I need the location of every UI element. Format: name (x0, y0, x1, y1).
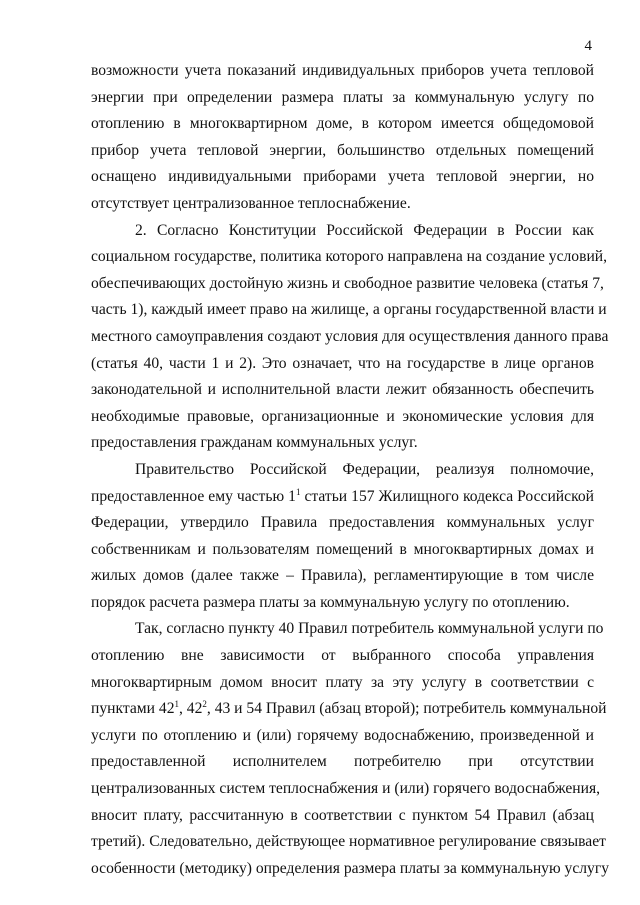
text-line (91, 696, 607, 723)
text-line: энергии при определении размера платы за коммунальную услугу по (91, 88, 594, 106)
text-line: отсутствует централизованное теплоснабжение. (91, 194, 411, 212)
text-line: третий). Следовательно, действующее нормативное регулирование связывает (91, 833, 606, 851)
paragraph-4 (91, 616, 610, 882)
text-line: местного самоуправления создают условия для осуществления данного права (91, 327, 609, 345)
text-line: вносит плату, рассчитанную в соответствии с пунктом 54 Правил (абзац (91, 806, 594, 824)
paragraph-1 (91, 58, 594, 218)
text-line: оснащено индивидуальными приборами учета тепловой энергии, но (91, 168, 594, 186)
text-line: Федерации, утвердило Правила предоставления коммунальных услуг (91, 514, 594, 532)
text-line: возможности учета показаний индивидуальных приборов учета тепловой (91, 62, 594, 79)
text-line: обеспечивающих достойную жизнь и свободное развитие человека (статья 7, (91, 274, 604, 292)
text-line: особенности (методику) определения размера платы за коммунальную услугу (91, 859, 610, 877)
text-line: необходимые правовые, организационные и экономические условия для (91, 407, 594, 425)
text-line: 2. Согласно Конституции Российской Федерации в России как (135, 221, 594, 239)
paragraph-2 (91, 218, 609, 457)
text-fragment: , 43 и 54 Правил (абзац второй); потребитель коммунальной (206, 700, 607, 718)
text-line (91, 484, 594, 511)
superscript: 1 (295, 486, 301, 497)
superscript: 1 (174, 699, 179, 710)
text-line: отоплению вне зависимости от выбранного способа управления (91, 647, 594, 665)
text-line: отоплению в многоквартирном доме, в котором имеется общедомовой (91, 115, 594, 133)
text-line: централизованных систем теплоснабжения и (или) горячего водоснабжения, (91, 780, 601, 798)
document-body (91, 58, 610, 882)
text-line: прибор учета тепловой энергии, большинство отдельных помещений (91, 141, 594, 159)
text-line: порядок расчета размера платы за коммунальную услугу по отоплению. (91, 593, 570, 611)
text-line: законодательной и исполнительной власти лежит обязанность обеспечить (91, 381, 594, 399)
text-line: (статья 40, части 1 и 2). Это означает, что на государстве в лице органов (91, 354, 594, 372)
text-line: Правительство Российской Федерации, реализуя полномочие, (135, 460, 594, 478)
text-line: жилых домов (далее также – Правила), регламентирующие в том числе (91, 567, 594, 585)
text-line: Так, согласно пункту 40 Правил потребитель коммунальной услуги по (135, 620, 604, 638)
text-line: часть 1), каждый имеет право на жилище, а органы государственной власти и (91, 301, 607, 319)
text-fragment: , 42 (179, 700, 203, 718)
text-fragment: пунктами 42 (91, 700, 175, 718)
text-fragment: статьи 157 Жилищного кодекса Российской (304, 487, 594, 505)
paragraph-3 (91, 457, 594, 617)
text-fragment: предоставленное ему частью 1 (91, 487, 296, 505)
text-line: предоставленной исполнителем потребителю при отсутствии (91, 753, 594, 771)
text-line: многоквартирным домом вносит плату за эту услугу в соответствии с (91, 673, 594, 691)
text-line: социальном государстве, политика которого направлена на создание условий, (91, 248, 608, 266)
text-line: предоставления гражданам коммунальных услуг. (91, 434, 418, 452)
text-line: собственникам и пользователям помещений в многоквартирных домах и (91, 540, 594, 558)
superscript: 2 (202, 699, 207, 710)
text-line: услуги по отоплению и (или) горячему водоснабжению, произведенной и (91, 726, 594, 744)
page-number: 4 (584, 38, 592, 54)
